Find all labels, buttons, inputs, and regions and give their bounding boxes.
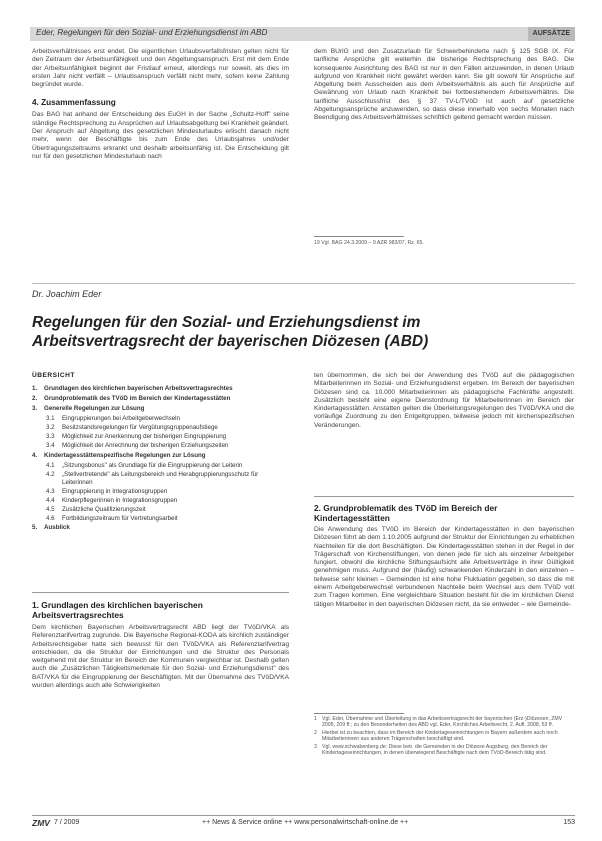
footnote-text: Vgl. www.schwabenberg.de: Diese betr. die Gemeinden in der Diözese Augsburg, den Bereich der Kindertageseinrichtungen, in denen überwiegend Beschäftigte nach dem TVöD-Bereich tätig sind. bbox=[322, 743, 548, 757]
toc-subitem-number: 4.4 bbox=[46, 496, 55, 504]
toc-heading: ÜBERSICHT bbox=[32, 372, 75, 379]
author-name: Dr. Joachim Eder bbox=[32, 289, 102, 299]
toc-subitem bbox=[46, 442, 289, 450]
article-title: Regelungen für den Sozial- und Erziehungsdienst im Arbeitsvertragsrecht der bayerischen Diözesen (ABD) bbox=[32, 314, 429, 350]
toc-subitem-text: Möglichkeit zur Anerkennung der bisherigen Eingruppierung bbox=[62, 433, 227, 441]
toc-subitem-number: 4.5 bbox=[46, 506, 55, 514]
toc-item-text: Grundlagen des kirchlichen bayerischen Arbeitsvertragsrechtes bbox=[44, 384, 233, 392]
footnote bbox=[314, 730, 574, 742]
journal-logo: ZMV bbox=[32, 818, 50, 828]
toc-subitem-text: Fortbildungszeitraum für Vertretungsarbeit bbox=[62, 515, 178, 523]
section-1-heading: 1. Grundlagen des kirchlichen bayerischen Arbeitsvertragsrechtes bbox=[32, 600, 203, 620]
summary-paragraph: Das BAG hat anhand der Entscheidung des EuGH in der Sache „Schultz-Hoff" seine ständige Rechtsprechung zu Ansprüchen auf Urlaubsabgeltung bei Krankheit geändert. Der Anspruch auf Abgeltung des gesetzlichen Mindesturlaubs erlischt danach nicht mehr, wenn der Beschäftigte bis zum Ende des Urlaubsjahres und/oder Übertragungszeitraums erkrankt und deshalb arbeitsunfähig ist. Die Entscheidung gilt nur für den gesetzlichen Mindesturlaub nach bbox=[32, 111, 289, 160]
toc-subitem bbox=[46, 462, 289, 470]
toc-subitem-number: 4.2 bbox=[46, 470, 55, 478]
toc-subitem-text: „Stellvertretende" als Leitungsbereich und Herabgruppierungsschutz für Leiterinnen bbox=[62, 470, 259, 486]
toc-subitem bbox=[46, 415, 289, 423]
toc-item bbox=[32, 395, 289, 403]
page-footer bbox=[32, 819, 575, 829]
toc-subitem-number: 3.2 bbox=[46, 424, 55, 432]
toc-subitem-number: 4.3 bbox=[46, 487, 55, 495]
toc-item bbox=[32, 452, 289, 460]
toc-subitem bbox=[46, 433, 289, 441]
toc-subitem bbox=[46, 515, 289, 523]
section-rule bbox=[314, 496, 574, 497]
section-2 bbox=[314, 503, 574, 609]
toc-subitem-text: Besitzstandsregelungen für Vergütungsgruppenaufstiege bbox=[62, 424, 218, 432]
running-header bbox=[30, 27, 575, 41]
section-1-body: Dem kirchlichen Bayerischen Arbeitsvertragsrecht ABD liegt der TVöD/VKA als Referenztarifvertrag zugrunde. Die Bayerische Regional-KODA als kirchlich zuständiger Arbeitsrechtsgeber hatte sich bewusst für den TVöD/VKA als Referenztarifvertrag entschieden, da die Struktur der Einrichtungen und die Struktur des Personals weitgehend mit der Struktur im Bereich der Kommunen vergleichbar ist. Deshalb gelten auch die „Zusätzlichen Tätigkeitsmerkmale für den Sozial- und Erziehungsdienst" des BAT/VKA für die Eingruppierung der Beschäftigten. Mit der Übernahme des TVöD/VKA wurden allerdings auch alle Schwierigkeiten bbox=[32, 624, 289, 690]
toc-list bbox=[32, 385, 289, 532]
toc-item-text: Kindertagesstättenspezifische Regelungen zur Lösung bbox=[44, 451, 206, 459]
footnote-number: 3 bbox=[314, 743, 317, 750]
footnote-rule bbox=[314, 713, 404, 714]
section-2-body: Die Anwendung des TVöD im Bereich der Kindertagesstätten in den bayerischen Diözesen führt ab dem 1.10.2005 aufgrund der Struktur der Einrichtungen zu erheblichen Nachteilen für die dort Beschäftigten. Die Kindertagesstätten stehen in der Regel in der Trägerschaft von Kirchenstiftungen, von denen jede für sich als einzelner Arbeitgeber fungiert, obwohl die kirchliche Stiftungsaufsicht alle Arbeitsverträge in ihrer Gültigkeit genehmigen muss. Aufgrund der (häufig) schwankenden Kinderzahl in den einzelnen – teilweise sehr kleinen – Gemeinden ist eine hohe Fluktuation gegeben, so dass die mit einem Arbeitgeberwechsel verbundenen Nachteile beim Wechsel aus dem TVöD voll zum Tragen kommen. Eine vergleichbare Situation besteht für die im kirchlichen Dienst tätigen Mitarbeiter in den bayerischen Diözesen nicht, da sie entweder – wie Gemeinde- bbox=[314, 526, 574, 608]
toc-item-number: 1. bbox=[32, 384, 38, 392]
toc-item-number: 5. bbox=[32, 524, 38, 532]
toc-item-number: 3. bbox=[32, 404, 38, 412]
footnote-number: 1 bbox=[314, 716, 317, 722]
toc-subitem-number: 3.4 bbox=[46, 442, 55, 450]
toc-subitem bbox=[46, 506, 289, 514]
toc-subitem-text: Eingruppierungen bei Arbeitgeberwechseln bbox=[62, 414, 180, 422]
section-badge: AUFSÄTZE bbox=[528, 27, 575, 41]
section-2-heading: 2. Grundproblematik des TVöD im Bereich der Kindertagesstätten bbox=[314, 503, 498, 523]
toc-subitem-text: Kinderpflegerinnen in Integrationsgruppen bbox=[62, 496, 178, 504]
page-number: 153 bbox=[563, 819, 575, 826]
footnote bbox=[314, 744, 574, 756]
continuation-paragraph-right: dem BUrlG und den Zusatzurlaub für Schwerbehinderte nach § 125 SGB IX. Für tarifliche Ansprüche gilt weiterhin die bisherige Rechtsprechung des BAG. Die konsequente Ausrichtung des BAG ist nur in den Fällen anzuwenden, in denen Urlaub aufgrund von Krankheit nicht gewährt werden kann. Sie gilt sowohl für Ansprüche auf Abgeltung beim Ausscheiden aus dem Arbeitsverhältnis als auch für Ansprüche auf Gewährung von Urlaub nach Krankheit bei fortbestehendem Arbeitsverhältnis. Die tarifliche Ausschlussfrist des § 37 TV-L/TVöD ist auch auf gesetzliche Abgeltungsansprüche anzuwenden, so dass diese innerhalb von sechs Monaten nach Beendigung des Arbeitsverhältnisses schriftlich geltend gemacht werden müssen. bbox=[314, 48, 574, 122]
toc-item bbox=[32, 524, 289, 532]
footer-rule bbox=[32, 815, 575, 816]
footnote-text: Vgl. Eder, Übernahme und Überleitung in das Arbeitsvertragsrecht der bayerischen (Erz-)Diözesen, ZMV 2005, 209 ff.; zu den Besonderheiten des ABD vgl. Eder, Kirchliches Arbeitsrecht, 2. Aufl. 2008, 53 ff. bbox=[322, 716, 563, 729]
top-right-column bbox=[314, 48, 574, 123]
toc-subitem-text: Zusätzliche Qualifizierungszeit bbox=[62, 506, 146, 514]
section-rule bbox=[32, 592, 289, 593]
footnote-text: Hierbei ist zu beachten, dass im Bereich der Kindertageseinrichtungen in Bayern außerdem auch noch Mitarbeiterinnen aus anderen Trägerschaften beschäftigt sind. bbox=[322, 729, 558, 743]
footnote-rule bbox=[314, 236, 404, 237]
toc-item-text: Generelle Regelungen zur Lösung bbox=[44, 404, 145, 412]
toc-subitem-text: Möglichkeit der Anrechnung der bisherigen Erziehungszeiten bbox=[62, 442, 229, 450]
top-left-column bbox=[32, 48, 289, 161]
toc-item-text: Grundproblematik des TVöD im Bereich der Kindertagesstätten bbox=[44, 394, 231, 402]
toc-item-text: Ausblick bbox=[44, 524, 70, 532]
toc-subitem-number: 4.1 bbox=[46, 461, 55, 469]
table-of-contents bbox=[32, 372, 289, 535]
toc-subitem-text: Eingruppierung in Integrationsgruppen bbox=[62, 487, 168, 495]
footnote bbox=[314, 716, 574, 728]
footer-promo: ++ News & Service online ++ www.personalwirtschaft-online.de ++ bbox=[202, 819, 409, 826]
section-1 bbox=[32, 600, 289, 690]
toc-item bbox=[32, 405, 289, 413]
issue-number: 7 / 2009 bbox=[54, 819, 80, 826]
toc-subitem bbox=[46, 488, 289, 496]
toc-subitem bbox=[46, 471, 289, 486]
footnote-number: 2 bbox=[314, 729, 317, 736]
footnotes bbox=[314, 716, 574, 758]
toc-subitem bbox=[46, 424, 289, 432]
right-column-intro: ten übernommen, die sich bei der Anwendung des TVöD auf die pädagogischen Mitarbeiterinnen im Sozial- und Erziehungsdienst ergeben. Im Bereich der bayerischen Diözesen sind ca. 10.000 Mitarbeiterinnen als pädagogische Fachkräfte angestellt. Zusätzlich besteht eine eigene Dienstordnung für Mitarbeiterinnen im Bereich der Kindertagesstätten. Anstatten gelten die Überleitungsregelungen des TVöD/VKA und die vorläufige Zuordnung zu den Entgeltgruppen, teilweise jedoch mit kirchenspezifischen Veränderungen. bbox=[314, 372, 574, 429]
toc-subitem-text: „Sitzungsbonus" als Grundlage für die Eingruppierung der Leiterin bbox=[62, 461, 243, 469]
article-divider bbox=[32, 283, 575, 284]
continuation-paragraph: Arbeitsverhältnisses erst endet. Die eigentlichen Urlaubsverfallsfristen gelten nicht für den Zeitraum der Arbeitsunfähigkeit und den Abgeltungsanspruch. Erst mit dem Ende der Arbeitsunfähigkeit beginnt der Fristlauf erneut, allerdings nur soweit, als dies im ersten Jahr nicht verfällt – Urlaubsanspruch verfällt nicht mehr, sofern keine Zahlung begründet wurde. bbox=[32, 48, 289, 89]
toc-subitem bbox=[46, 497, 289, 505]
toc-subitem-number: 3.3 bbox=[46, 433, 55, 441]
toc-subitem-number: 3.1 bbox=[46, 414, 55, 422]
toc-subitem-number: 4.6 bbox=[46, 515, 55, 523]
toc-item bbox=[32, 385, 289, 393]
toc-item-number: 2. bbox=[32, 394, 38, 402]
summary-heading: 4. Zusammenfassung bbox=[32, 98, 116, 108]
top-footnote: 19 Vgl. BAG 24.3.2009 – 9 AZR 983/07, Rz. 65. bbox=[314, 240, 424, 246]
toc-item-number: 4. bbox=[32, 451, 38, 459]
running-header-title: Eder, Regelungen für den Sozial- und Erziehungsdienst im ABD bbox=[36, 28, 268, 37]
